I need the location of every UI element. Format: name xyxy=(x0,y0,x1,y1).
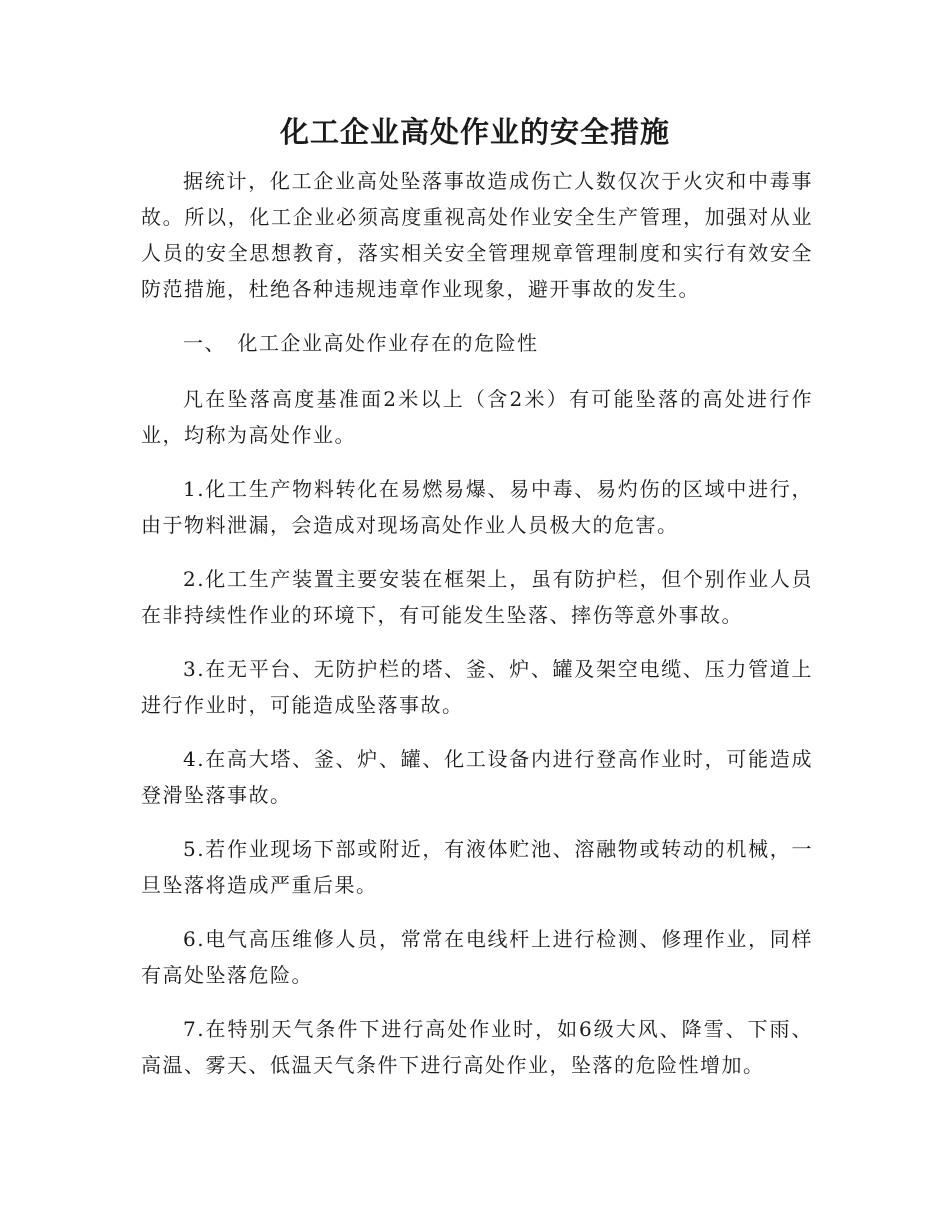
hazard-item-3: 3.在无平台、无防护栏的塔、釜、炉、罐及架空电缆、压力管道上进行作业时，可能造成坠落事故。 xyxy=(141,657,813,717)
hazard-item-7: 7.在特别天气条件下进行高处作业时，如6级大风、降雪、下雨、高温、雾天、低温天气条件下进行高处作业，坠落的危险性增加。 xyxy=(141,1017,813,1077)
hazard-item-1: 1.化工生产物料转化在易燃易爆、易中毒、易灼伤的区域中进行，由于物料泄漏，会造成对现场高处作业人员极大的危害。 xyxy=(141,477,813,537)
section-heading: 一、 化工企业高处作业存在的危险性 xyxy=(183,331,539,355)
document-body xyxy=(141,163,813,1101)
definition-paragraph: 凡在坠落高度基准面2米以上（含2米）有可能坠落的高处进行作业，均称为高处作业。 xyxy=(141,387,813,447)
hazard-item-5: 5.若作业现场下部或附近，有液体贮池、溶融物或转动的机械，一旦坠落将造成严重后果。 xyxy=(141,837,813,897)
intro-paragraph: 据统计，化工企业高处坠落事故造成伤亡人数仅次于火灾和中毒事故。所以，化工企业必须高度重视高处作业安全生产管理，加强对从业人员的安全思想教育，落实相关安全管理规章管理制度和实行有效安全防范措施，杜绝各种违规违章作业现象，避开事故的发生。 xyxy=(141,169,813,301)
hazard-item-6: 6.电气高压维修人员，常常在电线杆上进行检测、修理作业，同样有高处坠落危险。 xyxy=(141,927,813,987)
hazard-item-4: 4.在高大塔、釜、炉、罐、化工设备内进行登高作业时，可能造成登滑坠落事故。 xyxy=(141,747,813,807)
hazard-item-2: 2.化工生产装置主要安装在框架上，虽有防护栏，但个别作业人员在非持续性作业的环境下，有可能发生坠落、摔伤等意外事故。 xyxy=(141,567,813,627)
document-title: 化工企业高处作业的安全措施 xyxy=(279,115,670,149)
